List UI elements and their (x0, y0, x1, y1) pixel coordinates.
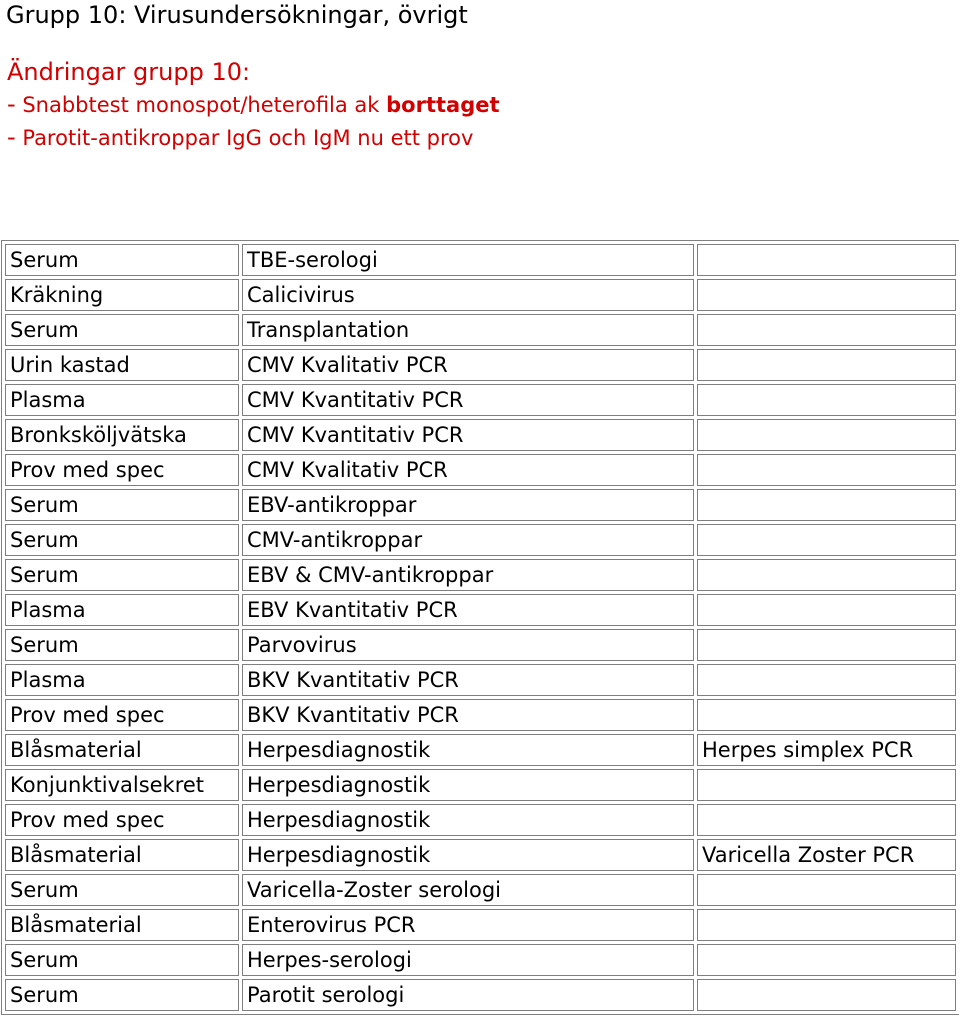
analysis-cell: EBV Kvantitativ PCR (242, 594, 694, 626)
method-cell (697, 489, 956, 521)
analysis-cell: Transplantation (242, 314, 694, 346)
material-cell: Urin kastad (5, 349, 239, 381)
analysis-cell: EBV & CMV-antikroppar (242, 559, 694, 591)
table-row (5, 769, 956, 801)
analysis-cell: Calicivirus (242, 279, 694, 311)
test-table-body (5, 244, 956, 1011)
table-row (5, 454, 956, 486)
change-text: Parotit-antikroppar IgG och IgM nu ett prov (15, 126, 474, 150)
method-cell (697, 944, 956, 976)
material-cell: Serum (5, 524, 239, 556)
table-row (5, 314, 956, 346)
analysis-cell: CMV Kvantitativ PCR (242, 384, 694, 416)
table-row (5, 699, 956, 731)
table-row (5, 629, 956, 661)
material-cell: Serum (5, 979, 239, 1011)
material-cell: Blåsmaterial (5, 734, 239, 766)
method-cell (697, 909, 956, 941)
analysis-cell: CMV-antikroppar (242, 524, 694, 556)
method-cell (697, 419, 956, 451)
method-cell (697, 699, 956, 731)
material-cell: Serum (5, 559, 239, 591)
change-item (7, 121, 500, 154)
analysis-cell: CMV Kvantitativ PCR (242, 419, 694, 451)
method-cell (697, 559, 956, 591)
analysis-cell: TBE-serologi (242, 244, 694, 276)
table-row (5, 384, 956, 416)
material-cell: Serum (5, 489, 239, 521)
table-row (5, 909, 956, 941)
analysis-cell: Enterovirus PCR (242, 909, 694, 941)
table-row (5, 349, 956, 381)
change-item (7, 88, 500, 121)
method-cell (697, 874, 956, 906)
table-row (5, 524, 956, 556)
table-row (5, 734, 956, 766)
table-row (5, 244, 956, 276)
material-cell: Serum (5, 314, 239, 346)
method-cell (697, 804, 956, 836)
analysis-cell: Herpes-serologi (242, 944, 694, 976)
material-cell: Kräkning (5, 279, 239, 311)
method-cell (697, 979, 956, 1011)
method-cell (697, 279, 956, 311)
material-cell: Serum (5, 629, 239, 661)
changes-section (7, 56, 500, 154)
table-row (5, 489, 956, 521)
analysis-cell: CMV Kvalitativ PCR (242, 454, 694, 486)
table-row (5, 804, 956, 836)
material-cell: Plasma (5, 594, 239, 626)
method-cell (697, 664, 956, 696)
method-cell (697, 769, 956, 801)
table-row (5, 594, 956, 626)
method-cell (697, 594, 956, 626)
method-cell (697, 314, 956, 346)
table-row (5, 944, 956, 976)
material-cell: Blåsmaterial (5, 909, 239, 941)
test-table (1, 240, 959, 1015)
table-row (5, 874, 956, 906)
method-cell (697, 454, 956, 486)
method-cell (697, 349, 956, 381)
table-row (5, 559, 956, 591)
change-dash: - (7, 90, 16, 118)
material-cell: Prov med spec (5, 699, 239, 731)
analysis-cell: BKV Kvantitativ PCR (242, 699, 694, 731)
method-cell: Herpes simplex PCR (697, 734, 956, 766)
material-cell: Serum (5, 244, 239, 276)
method-cell: Varicella Zoster PCR (697, 839, 956, 871)
table-row (5, 279, 956, 311)
change-text: Snabbtest monospot/heterofila ak (15, 93, 387, 117)
analysis-cell: EBV-antikroppar (242, 489, 694, 521)
method-cell (697, 244, 956, 276)
material-cell: Bronksköljvätska (5, 419, 239, 451)
analysis-cell: Herpesdiagnostik (242, 839, 694, 871)
analysis-cell: CMV Kvalitativ PCR (242, 349, 694, 381)
analysis-cell: Varicella-Zoster serologi (242, 874, 694, 906)
change-dash: - (7, 123, 16, 151)
material-cell: Blåsmaterial (5, 839, 239, 871)
table-row (5, 979, 956, 1011)
table-row (5, 419, 956, 451)
change-emphasis: borttaget (386, 93, 500, 117)
analysis-cell: Parotit serologi (242, 979, 694, 1011)
material-cell: Plasma (5, 664, 239, 696)
material-cell: Plasma (5, 384, 239, 416)
analysis-cell: Herpesdiagnostik (242, 734, 694, 766)
material-cell: Konjunktivalsekret (5, 769, 239, 801)
table-row (5, 839, 956, 871)
material-cell: Prov med spec (5, 454, 239, 486)
analysis-cell: Parvovirus (242, 629, 694, 661)
page-title: Grupp 10: Virusundersökningar, övrigt (6, 1, 468, 29)
method-cell (697, 629, 956, 661)
method-cell (697, 384, 956, 416)
material-cell: Prov med spec (5, 804, 239, 836)
analysis-cell: Herpesdiagnostik (242, 769, 694, 801)
analysis-cell: BKV Kvantitativ PCR (242, 664, 694, 696)
material-cell: Serum (5, 944, 239, 976)
table-row (5, 664, 956, 696)
changes-heading: Ändringar grupp 10: (7, 58, 251, 86)
material-cell: Serum (5, 874, 239, 906)
analysis-cell: Herpesdiagnostik (242, 804, 694, 836)
method-cell (697, 524, 956, 556)
